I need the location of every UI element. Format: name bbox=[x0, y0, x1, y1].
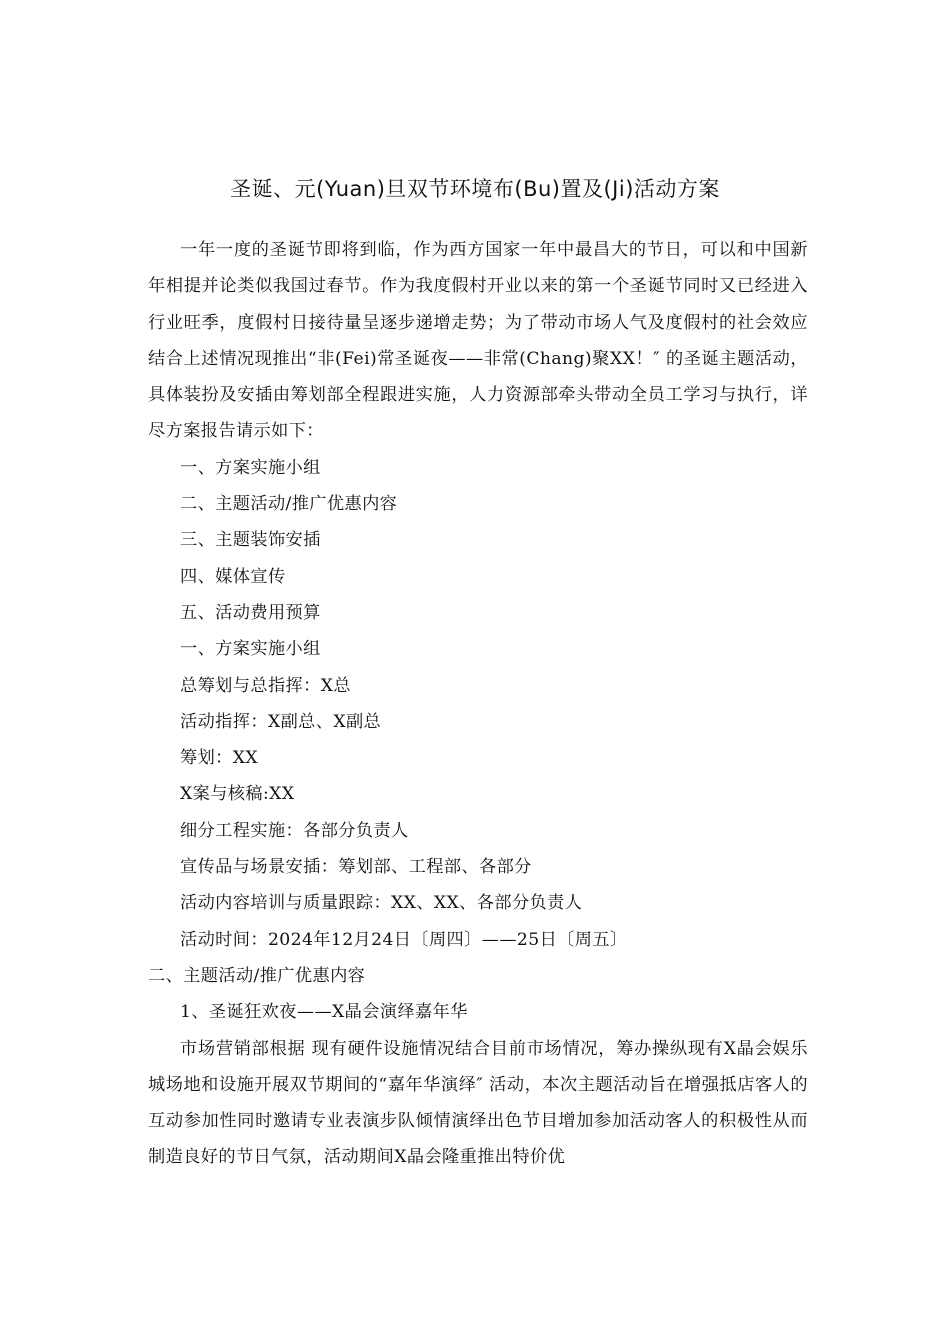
outline-item-1: 一、方案实施小组 bbox=[180, 457, 321, 478]
document-body bbox=[148, 232, 808, 1176]
section2-subheading: 1、圣诞狂欢夜——X晶会演绎嘉年华 bbox=[180, 1002, 468, 1023]
outline-item-3: 三、主题装饰安插 bbox=[180, 530, 321, 551]
section2-heading: 二、主题活动/推广优惠内容 bbox=[148, 965, 366, 986]
section1-item-6: 宣传品与场景安插：筹划部、工程部、各部分 bbox=[180, 857, 532, 878]
document-title: 圣诞、元(Yuan)旦双节环境布(Bu)置及(Ji)活动方案 bbox=[230, 177, 720, 201]
section1-item-4: X案与核稿:XX bbox=[180, 784, 295, 805]
section1-item-2: 活动指挥：X副总、X副总 bbox=[180, 711, 382, 732]
section1-item-8: 活动时间：2024年12月24日〔周四〕——25日〔周五〕 bbox=[180, 929, 628, 950]
outline-item-2: 二、主题活动/推广优惠内容 bbox=[180, 494, 398, 515]
section1-item-3: 筹划：XX bbox=[180, 748, 259, 769]
intro-paragraph: 一年一度的圣诞节即将到临，作为西方国家一年中最昌大的节日，可以和中国新年相提并论类似我国过春节。作为我度假村开业以来的第一个圣诞节同时又已经进入行业旺季，度假村日接待量呈逐步递增走势；为了带动市场人气及度假村的社会效应结合上述情况现推出“非(Fei)常圣诞夜——非常(Chang)聚XX！″ 的圣诞主题活动，具体装扮及安插由筹划部全程跟进实施，人力资源部牵头带动全员工学习与执行，详尽方案报告请示如下： bbox=[148, 240, 808, 442]
section1-item-1: 总筹划与总指挥：X总 bbox=[180, 675, 351, 696]
section2-paragraph: 市场营销部根据 现有硬件设施情况结合目前市场情况，筹办操纵现有X晶会娱乐城场地和设施开展双节期间的“嘉年华演绎″ 活动，本次主题活动旨在增强抵店客人的互动参加性同时邀请专业表演步队倾情演绎出色节目增加参加活动客人的积极性从而制造良好的节日气氛，活动期间X晶会隆重推出特价优 bbox=[148, 1038, 808, 1168]
section1-item-5: 细分工程实施：各部分负责人 bbox=[180, 820, 409, 841]
outline-item-4: 四、媒体宣传 bbox=[180, 566, 286, 587]
outline-item-5: 五、活动费用预算 bbox=[180, 602, 321, 623]
section1-item-7: 活动内容培训与质量跟踪：XX、XX、各部分负责人 bbox=[180, 893, 583, 914]
section1-heading: 一、方案实施小组 bbox=[180, 639, 321, 660]
